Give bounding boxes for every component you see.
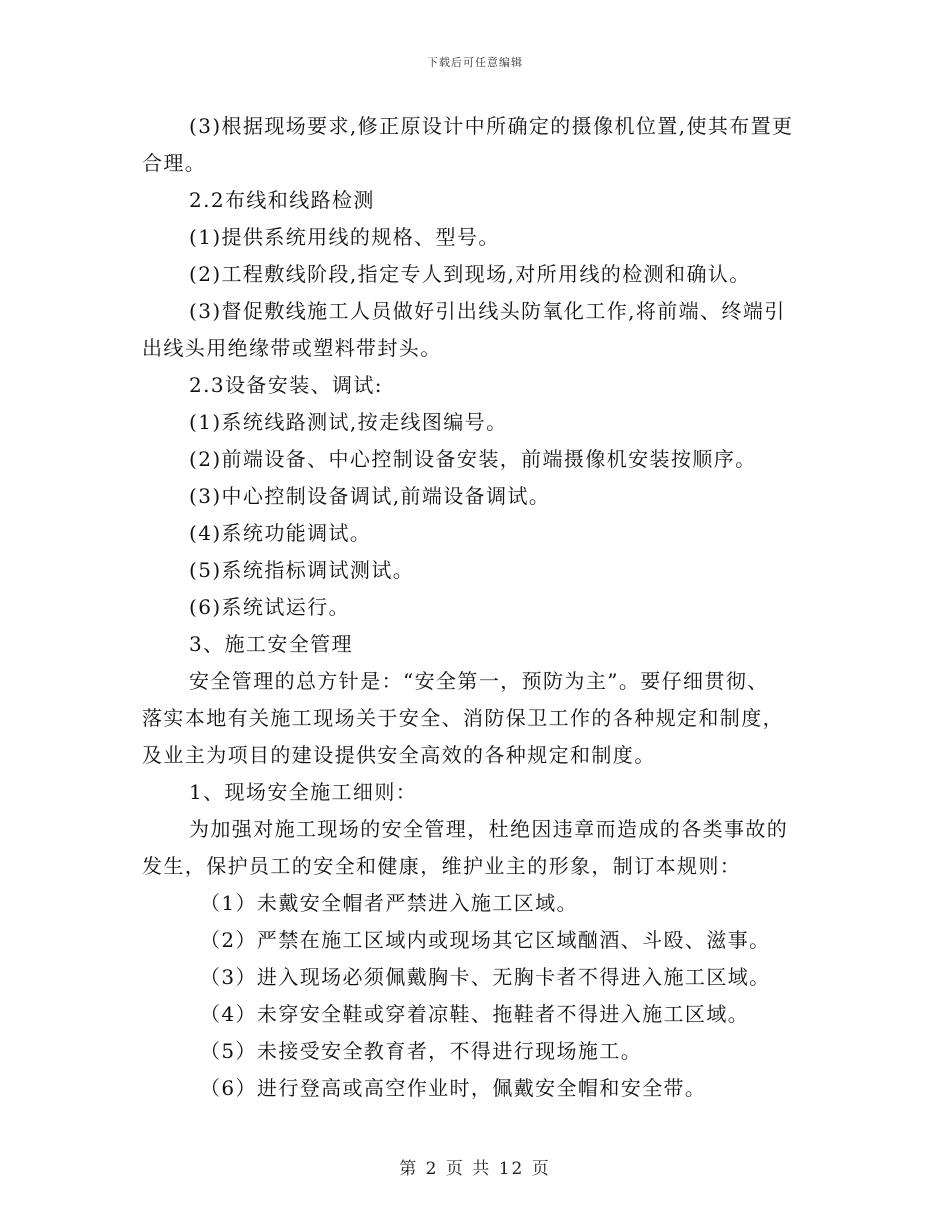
section-heading: 2.3设备安装、调试: bbox=[189, 373, 383, 397]
paragraph-line: (3)根据现场要求,修正原设计中所确定的摄像机位置,使其布置更 bbox=[189, 114, 794, 138]
paragraph-line: (3)中心控制设备调试,前端设备调试。 bbox=[189, 484, 551, 508]
page-header: 下载后可任意编辑 bbox=[427, 56, 523, 69]
list-item: （2）严禁在施工区域内或现场其它区域酗酒、斗殴、滋事。 bbox=[200, 928, 771, 952]
paragraph-line: (5)系统指标调试测试。 bbox=[189, 558, 415, 582]
paragraph-line: 为加强对施工现场的安全管理，杜绝因违章而造成的各类事故的 bbox=[189, 817, 789, 841]
paragraph-line: (6)系统试运行。 bbox=[189, 595, 350, 619]
paragraph-line: (3)督促敷线施工人员做好引出线头防氧化工作,将前端、终端引 bbox=[189, 299, 786, 323]
paragraph-line: (2)前端设备、中心控制设备安装，前端摄像机安装按顺序。 bbox=[189, 447, 757, 471]
paragraph-line: (1)提供系统用线的规格、型号。 bbox=[189, 225, 500, 249]
paragraph-line: 及业主为项目的建设提供安全高效的各种规定和制度。 bbox=[142, 743, 656, 767]
page-footer: 第 2 页 共 12 页 bbox=[399, 1159, 551, 1179]
list-item: （1）未戴安全帽者严禁进入施工区域。 bbox=[200, 891, 578, 915]
list-item: （3）进入现场必须佩戴胸卡、无胸卡者不得进入施工区域。 bbox=[200, 965, 771, 989]
list-item: （5）未接受安全教育者，不得进行现场施工。 bbox=[200, 1039, 643, 1063]
paragraph-line: 发生，保护员工的安全和健康，维护业主的形象，制订本规则： bbox=[142, 854, 742, 878]
list-item: （4）未穿安全鞋或穿着凉鞋、拖鞋者不得进入施工区域。 bbox=[200, 1002, 750, 1026]
section-heading: 2.2布线和线路检测 bbox=[189, 188, 375, 212]
paragraph-line: (4)系统功能调试。 bbox=[189, 521, 372, 545]
section-heading: 3、施工安全管理 bbox=[189, 632, 353, 656]
section-heading: 1、现场安全施工细则： bbox=[189, 780, 418, 804]
paragraph-line: 合理。 bbox=[142, 151, 207, 175]
list-item: （6）进行登高或高空作业时，佩戴安全帽和安全带。 bbox=[200, 1076, 707, 1100]
paragraph-line: (1)系统线路测试,按走线图编号。 bbox=[189, 410, 508, 434]
paragraph-line: 落实本地有关施工现场关于安全、消防保卫工作的各种规定和制度， bbox=[142, 706, 784, 730]
paragraph-line: (2)工程敷线阶段,指定专人到现场,对所用线的检测和确认。 bbox=[189, 262, 751, 286]
paragraph-line: 出线头用绝缘带或塑料带封头。 bbox=[142, 336, 442, 360]
paragraph-line: 安全管理的总方针是：“安全第一，预防为主”。要仔细贯彻、 bbox=[189, 669, 769, 693]
